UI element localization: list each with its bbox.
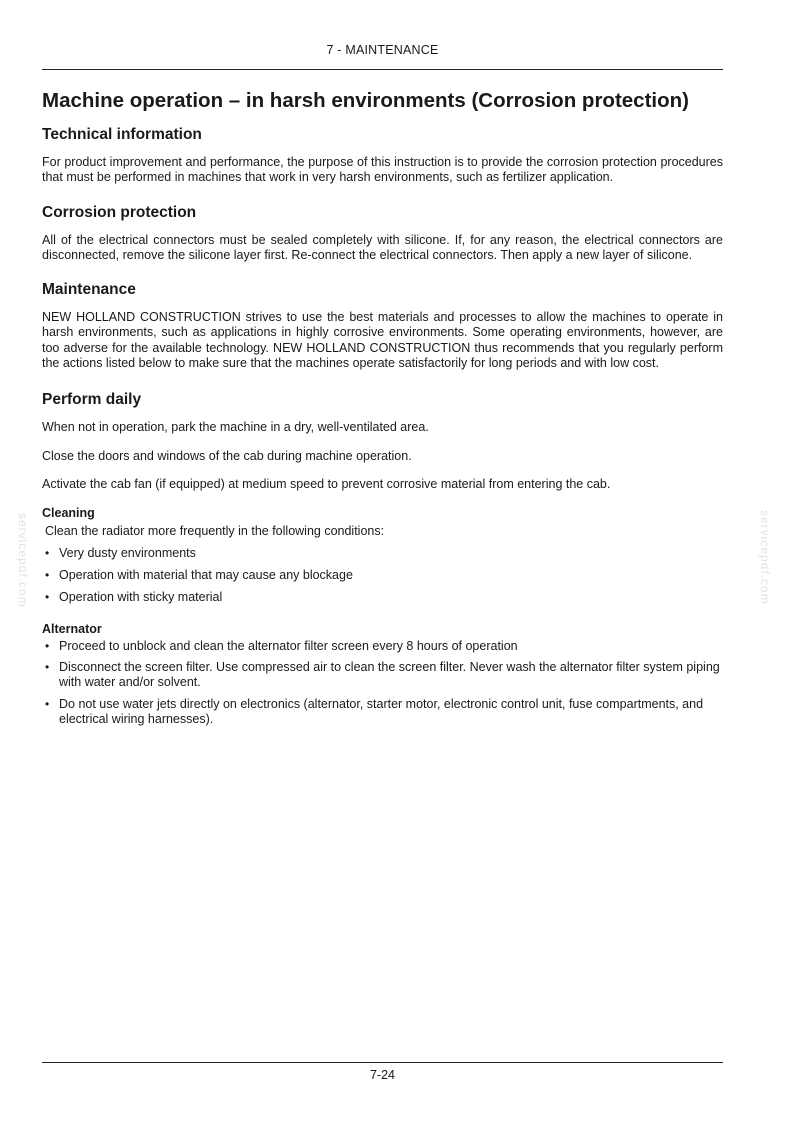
cleaning-list xyxy=(42,546,723,605)
bullet-icon: • xyxy=(45,567,50,582)
perform-daily-heading: Perform daily xyxy=(42,391,142,409)
list-item: • Operation with sticky material xyxy=(45,589,223,604)
page-number: 7-24 xyxy=(369,1068,396,1082)
perform-daily-paragraph: Close the doors and windows of the cab during machine operation. xyxy=(42,448,412,463)
technical-information-text: For product improvement and performance, the purpose of this instruction is to provide the corrosion protection procedures that must be performed in machines that work in very harsh environments, such as fertilizer application. xyxy=(42,155,723,185)
corrosion-protection-heading: Corrosion protection xyxy=(42,203,197,221)
list-item: • Very dusty environments xyxy=(45,545,196,560)
list-item: • Do not use water jets directly on electronics (alternator, starter motor, electronic control unit, fuse compartments, and electrical wiring harnesses). xyxy=(45,696,704,727)
alternator-heading: Alternator xyxy=(42,621,102,636)
bullet-icon: • xyxy=(45,696,50,711)
page-content xyxy=(42,88,723,727)
header-rule xyxy=(42,69,723,70)
bullet-icon: • xyxy=(45,660,50,675)
corrosion-protection-text: All of the electrical connectors must be sealed completely with silicone. If, for any reason, the electrical connectors are disconnected, remove the silicone layer first. Re-connect the electrical connectors. Then apply a new layer of silicone. xyxy=(42,232,723,262)
cleaning-intro: Clean the radiator more frequently in the following conditions: xyxy=(45,524,385,539)
cleaning-heading: Cleaning xyxy=(42,506,95,521)
technical-information-heading: Technical information xyxy=(42,126,202,143)
maintenance-heading: Maintenance xyxy=(42,281,136,299)
bullet-icon: • xyxy=(45,545,50,560)
list-item: • Disconnect the screen filter. Use compressed air to clean the screen filter. Never wash the alternator filter system piping with water and/or solvent. xyxy=(45,660,720,690)
list-item: • Proceed to unblock and clean the alternator filter screen every 8 hours of operation xyxy=(45,638,518,653)
watermark-right: servicepdf.com xyxy=(758,510,772,605)
perform-daily-paragraph: When not in operation, park the machine in a dry, well-ventilated area. xyxy=(42,420,429,435)
watermark-left: servicepdf.com xyxy=(16,513,30,608)
footer-rule xyxy=(42,1062,723,1063)
perform-daily-paragraph: Activate the cab fan (if equipped) at medium speed to prevent corrosive material from entering the cab. xyxy=(42,476,611,491)
running-header: 7 - MAINTENANCE xyxy=(326,43,439,57)
bullet-icon: • xyxy=(45,589,50,604)
alternator-list xyxy=(42,639,723,727)
list-item: • Operation with material that may cause any blockage xyxy=(45,567,353,582)
maintenance-text: NEW HOLLAND CONSTRUCTION strives to use the best materials and processes to allow the machines to operate in harsh environments, such as applications in highly corrosive environments. Some operating environments, however, are too adverse for the available technology. NEW HOLLAND CONSTRUCTION thus recommends that you regularly perform the actions listed below to make sure that the machines operate satisfactorily for long periods and with low cost. xyxy=(42,310,723,371)
page-title: Machine operation – in harsh environments (Corrosion protection) xyxy=(42,89,689,112)
bullet-icon: • xyxy=(45,638,50,653)
